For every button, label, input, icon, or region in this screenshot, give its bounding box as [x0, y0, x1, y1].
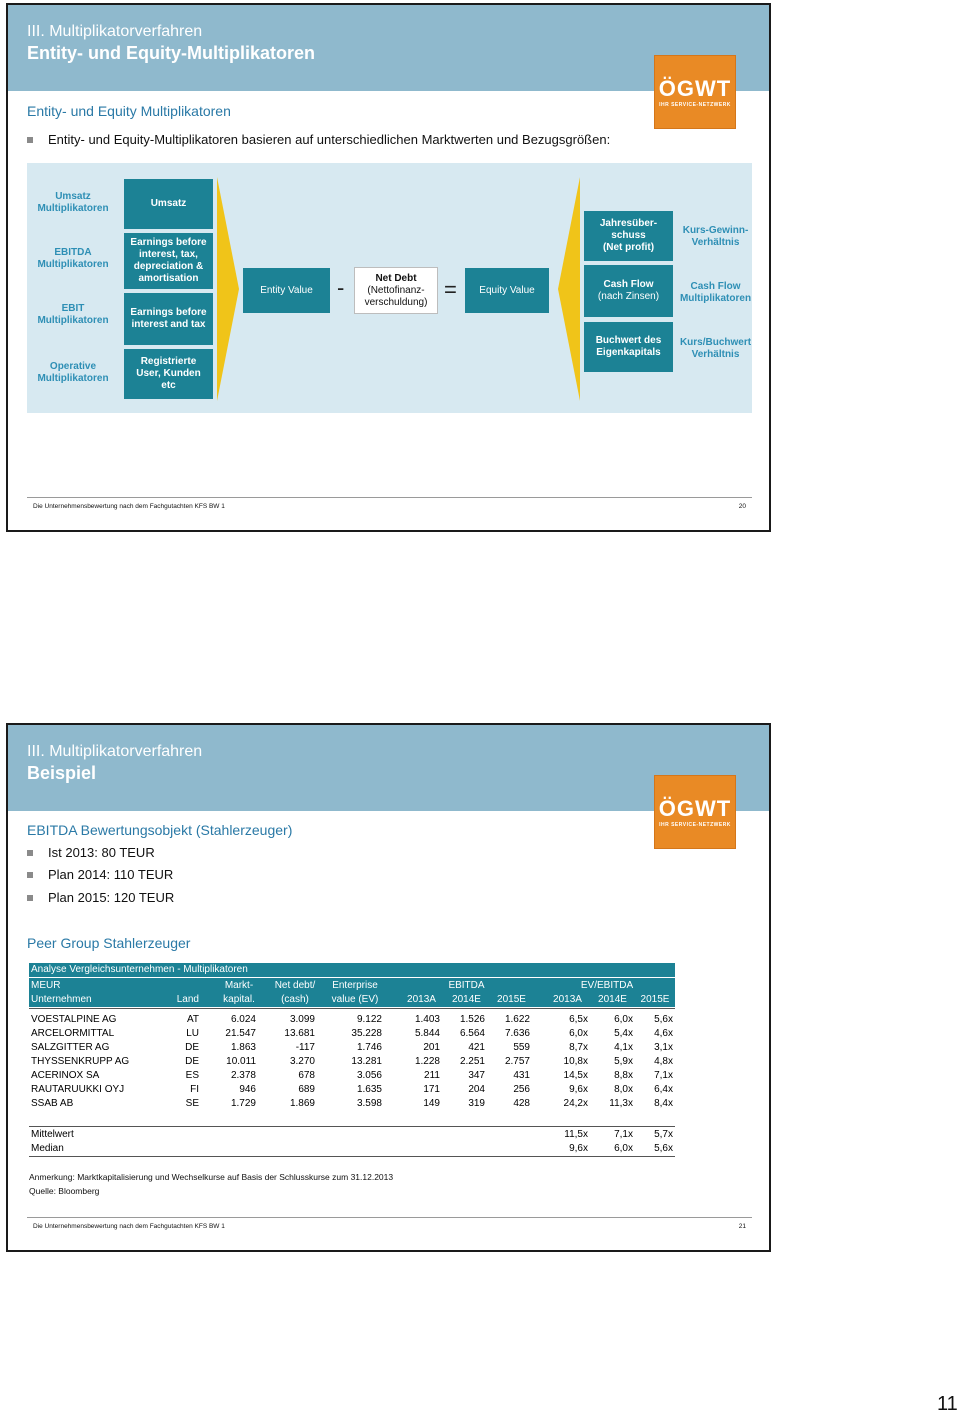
table-row — [29, 1069, 675, 1083]
subheading-peer-group: Peer Group Stahlerzeuger — [27, 935, 191, 951]
cell-land: DE — [185, 1056, 199, 1067]
header-net-debt: Net debt/ — [274, 980, 316, 991]
cell-markt: 21.547 — [225, 1028, 256, 1039]
cell-netdebt: 689 — [298, 1084, 315, 1095]
cell-ebitda-2: 2.757 — [504, 1056, 530, 1067]
oegwt-logo — [654, 775, 736, 849]
label-umsatz-multiplikatoren: Umsatz Multiplikatoren — [37, 191, 109, 214]
cell-evebitda-0: 8,7x — [569, 1042, 588, 1053]
bullet-square-icon — [27, 872, 33, 878]
equals-operator: = — [444, 277, 457, 302]
yellow-arrow-left-icon — [217, 177, 239, 401]
yellow-arrow-right-icon — [558, 177, 580, 401]
summary-row — [29, 1142, 675, 1156]
cell-name: SALZGITTER AG — [31, 1042, 110, 1053]
cell-ebitda-1: 347 — [468, 1070, 485, 1081]
jahresueberschuss-title: Jahresüber-schuss — [599, 218, 658, 241]
cell-name: VOESTALPINE AG — [31, 1014, 117, 1025]
summary-value: 7,1x — [614, 1129, 633, 1140]
cell-ebitda-2: 7.636 — [504, 1028, 530, 1039]
bullet-text: Plan 2015: 120 TEUR — [48, 890, 175, 905]
cell-land: AT — [186, 1014, 199, 1025]
slide-title: Entity- und Equity-Multiplikatoren — [27, 43, 315, 63]
header-cash: (cash) — [281, 994, 309, 1005]
minus-operator: - — [337, 275, 345, 300]
table-row — [29, 1055, 675, 1069]
header-unternehmen: Unternehmen — [31, 994, 92, 1005]
header-evebitda-2014e: 2014E — [598, 994, 627, 1005]
logo-wordmark: ÖGWT — [658, 796, 732, 821]
cell-land: ES — [185, 1070, 199, 1081]
cell-name: ACERINOX SA — [31, 1070, 100, 1081]
box-cash-flow — [584, 265, 673, 317]
box-equity-value: Equity Value — [465, 268, 549, 313]
cell-markt: 2.378 — [230, 1070, 256, 1081]
net-debt-title: Net Debt — [375, 272, 417, 284]
cell-evebitda-2: 7,1x — [654, 1070, 673, 1081]
table-row — [29, 1083, 675, 1097]
cell-ev: 35.228 — [351, 1028, 382, 1039]
cell-evebitda-1: 5,4x — [614, 1028, 633, 1039]
header-ebitda-2013a: 2013A — [407, 994, 436, 1005]
cell-ebitda-2: 428 — [513, 1098, 530, 1109]
cell-evebitda-0: 6,5x — [569, 1014, 588, 1025]
summary-value: 5,6x — [654, 1143, 673, 1154]
cell-ebitda-1: 2.251 — [459, 1056, 485, 1067]
box-entity-value: Entity Value — [243, 268, 330, 313]
cell-markt: 946 — [239, 1084, 256, 1095]
cell-netdebt: 678 — [298, 1070, 315, 1081]
logo-wordmark: ÖGWT — [658, 76, 732, 101]
cell-evebitda-1: 4,1x — [614, 1042, 633, 1053]
label-operative-multiplikatoren: Operative Multiplikatoren — [37, 361, 109, 384]
bullet-item — [27, 867, 173, 882]
bullet-text: Entity- und Equity-Multiplikatoren basieren auf unterschiedlichen Marktwerten und Bezugsgrößen: — [48, 132, 611, 147]
table-source: Quelle: Bloomberg — [29, 1186, 100, 1196]
cell-ev: 13.281 — [351, 1056, 382, 1067]
footer-divider — [27, 1217, 752, 1218]
label-cash-flow-multiplikatoren: Cash Flow Multiplikatoren — [679, 281, 752, 304]
header-kapital: kapital. — [223, 994, 255, 1005]
cell-markt: 10.011 — [226, 1056, 256, 1067]
cash-flow-sub: (nach Zinsen) — [597, 291, 660, 302]
cell-evebitda-1: 6,0x — [614, 1014, 633, 1025]
cell-evebitda-0: 10,8x — [563, 1056, 588, 1067]
box-ebitda: Earnings before interest, tax, depreciation & amortisation — [124, 233, 213, 289]
cash-flow-title: Cash Flow — [603, 279, 654, 290]
label-ebitda-multiplikatoren: EBITDA Multiplikatoren — [37, 247, 109, 270]
cell-evebitda-0: 9,6x — [569, 1084, 588, 1095]
cell-evebitda-1: 11,3x — [609, 1098, 633, 1109]
cell-markt: 1.863 — [230, 1042, 256, 1053]
summary-value: 9,6x — [569, 1143, 588, 1154]
table-divider — [29, 1156, 675, 1157]
net-debt-subtitle: (Nettofinanz-verschuldung) — [364, 284, 428, 308]
cell-ebitda-0: 1.403 — [414, 1014, 440, 1025]
multiples-diagram — [27, 163, 752, 413]
header-enterprise: Enterprise — [332, 980, 378, 991]
cell-ebitda-2: 256 — [513, 1084, 530, 1095]
summary-value: 11,5x — [564, 1129, 588, 1140]
summary-value: 5,7x — [654, 1129, 673, 1140]
bullet-square-icon — [27, 850, 33, 856]
cell-name: THYSSENKRUPP AG — [31, 1056, 130, 1067]
bullet-square-icon — [27, 137, 33, 143]
cell-markt: 1.729 — [230, 1098, 256, 1109]
cell-ev: 1.635 — [356, 1084, 382, 1095]
footer-divider — [27, 497, 752, 498]
cell-ebitda-0: 171 — [423, 1084, 440, 1095]
cell-land: FI — [190, 1084, 199, 1095]
cell-evebitda-1: 8,8x — [614, 1070, 633, 1081]
cell-evebitda-2: 4,6x — [654, 1028, 673, 1039]
cell-netdebt: 3.270 — [289, 1056, 315, 1067]
slide-entity-equity-multiples — [6, 3, 771, 532]
cell-ebitda-2: 559 — [513, 1042, 530, 1053]
header-ebitda: EBITDA — [448, 980, 485, 991]
cell-ev: 1.746 — [356, 1042, 382, 1053]
cell-ebitda-0: 211 — [424, 1070, 440, 1081]
cell-ebitda-2: 1.622 — [504, 1014, 530, 1025]
cell-ev: 3.598 — [356, 1098, 382, 1109]
cell-ebitda-0: 1.228 — [414, 1056, 440, 1067]
cell-evebitda-0: 14,5x — [563, 1070, 588, 1081]
header-evebitda-2013a: 2013A — [553, 994, 582, 1005]
cell-evebitda-2: 5,6x — [654, 1014, 673, 1025]
table-row — [29, 1013, 675, 1027]
label-kurs-buchwert: Kurs/Buchwert Verhältnis — [679, 337, 752, 360]
cell-ebitda-1: 319 — [468, 1098, 485, 1109]
header-ev-ebitda: EV/EBITDA — [580, 980, 634, 991]
box-umsatz: Umsatz — [124, 179, 213, 229]
summary-value: 6,0x — [614, 1143, 633, 1154]
cell-land: DE — [185, 1042, 199, 1053]
cell-netdebt: 3.099 — [289, 1014, 315, 1025]
table-title: Analyse Vergleichsunternehmen - Multiplikatoren — [29, 963, 675, 977]
footer-text: Die Unternehmensbewertung nach dem Fachgutachten KFS BW 1 — [33, 1223, 225, 1230]
header-land: Land — [176, 994, 199, 1005]
label-ebit-multiplikatoren: EBIT Multiplikatoren — [37, 303, 109, 326]
logo-tagline: IHR SERVICE-NETZWERK — [659, 822, 731, 828]
cell-ebitda-1: 1.526 — [459, 1014, 485, 1025]
bullet-square-icon — [27, 895, 33, 901]
bullet-text: Plan 2014: 110 TEUR — [48, 867, 174, 882]
cell-evebitda-2: 4,8x — [654, 1056, 673, 1067]
header-ebitda-2015e: 2015E — [497, 994, 526, 1005]
cell-evebitda-1: 5,9x — [614, 1056, 633, 1067]
cell-land: SE — [185, 1098, 199, 1109]
cell-evebitda-1: 8,0x — [614, 1084, 633, 1095]
table-row — [29, 1027, 675, 1041]
logo-tagline: IHR SERVICE-NETZWERK — [659, 102, 731, 108]
cell-evebitda-0: 6,0x — [569, 1028, 588, 1039]
header-ev: value (EV) — [331, 994, 379, 1005]
slide-section-title: III. Multiplikatorverfahren — [27, 23, 203, 40]
table-header — [29, 978, 675, 1007]
box-jahresueberschuss — [584, 211, 673, 261]
subheading: Entity- und Equity Multiplikatoren — [27, 103, 231, 119]
subheading-ebitda: EBITDA Bewertungsobjekt (Stahlerzeuger) — [27, 822, 293, 838]
cell-name: SSAB AB — [31, 1098, 74, 1109]
document-page-number: 11 — [937, 1393, 958, 1415]
cell-ebitda-0: 5.844 — [414, 1028, 440, 1039]
cell-ebitda-2: 431 — [513, 1070, 530, 1081]
cell-ebitda-0: 201 — [423, 1042, 440, 1053]
table-divider — [29, 1008, 675, 1009]
cell-ev: 9.122 — [356, 1014, 382, 1025]
cell-name: RAUTARUUKKI OYJ — [31, 1084, 125, 1095]
slide-page-number: 21 — [738, 1223, 746, 1230]
cell-evebitda-2: 6,4x — [654, 1084, 673, 1095]
cell-ebitda-1: 204 — [468, 1084, 485, 1095]
box-buchwert: Buchwert des Eigenkapitals — [584, 322, 673, 372]
label-kgv: Kurs-Gewinn-Verhältnis — [682, 225, 749, 248]
header-meur: MEUR — [31, 980, 61, 991]
cell-netdebt: 13.681 — [284, 1028, 315, 1039]
cell-netdebt: -117 — [295, 1042, 315, 1053]
oegwt-logo — [654, 55, 736, 129]
table-divider — [29, 1126, 675, 1127]
slide-title: Beispiel — [27, 763, 97, 783]
slide-beispiel — [6, 723, 771, 1252]
cell-markt: 6.024 — [230, 1014, 256, 1025]
cell-ebitda-0: 149 — [423, 1098, 440, 1109]
table-row — [29, 1097, 675, 1111]
box-ebit: Earnings before interest and tax — [124, 293, 213, 345]
cell-land: LU — [186, 1028, 199, 1039]
box-operative: Registrierte User, Kunden etc — [124, 349, 213, 399]
summary-label: Mittelwert — [31, 1129, 74, 1140]
header-evebitda-2015e: 2015E — [640, 994, 670, 1005]
slide-section-title: III. Multiplikatorverfahren — [27, 743, 203, 760]
bullet-item — [27, 845, 155, 860]
cell-evebitda-2: 8,4x — [654, 1098, 673, 1109]
cell-evebitda-2: 3,1x — [654, 1042, 673, 1053]
cell-ebitda-1: 6.564 — [459, 1028, 485, 1039]
cell-ev: 3.056 — [356, 1070, 382, 1081]
summary-row — [29, 1128, 675, 1142]
slide-page-number: 20 — [738, 503, 746, 510]
cell-netdebt: 1.869 — [289, 1098, 315, 1109]
cell-evebitda-0: 24,2x — [563, 1098, 588, 1109]
cell-name: ARCELORMITTAL — [31, 1028, 115, 1039]
footer-text: Die Unternehmensbewertung nach dem Fachgutachten KFS BW 1 — [33, 503, 225, 510]
cell-ebitda-1: 421 — [468, 1042, 485, 1053]
summary-label: Median — [31, 1143, 64, 1154]
box-net-debt — [354, 267, 438, 314]
header-ebitda-2014e: 2014E — [452, 994, 481, 1005]
table-row — [29, 1041, 675, 1055]
bullet-item — [27, 890, 174, 905]
table-note: Anmerkung: Marktkapitalisierung und Wechselkurse auf Basis der Schlusskurse zum 31.12.2013 — [29, 1172, 394, 1182]
bullet-item — [27, 132, 610, 147]
header-markt: Markt- — [224, 980, 254, 991]
bullet-text: Ist 2013: 80 TEUR — [48, 845, 155, 860]
jahresueberschuss-sub: (Net profit) — [602, 242, 655, 253]
